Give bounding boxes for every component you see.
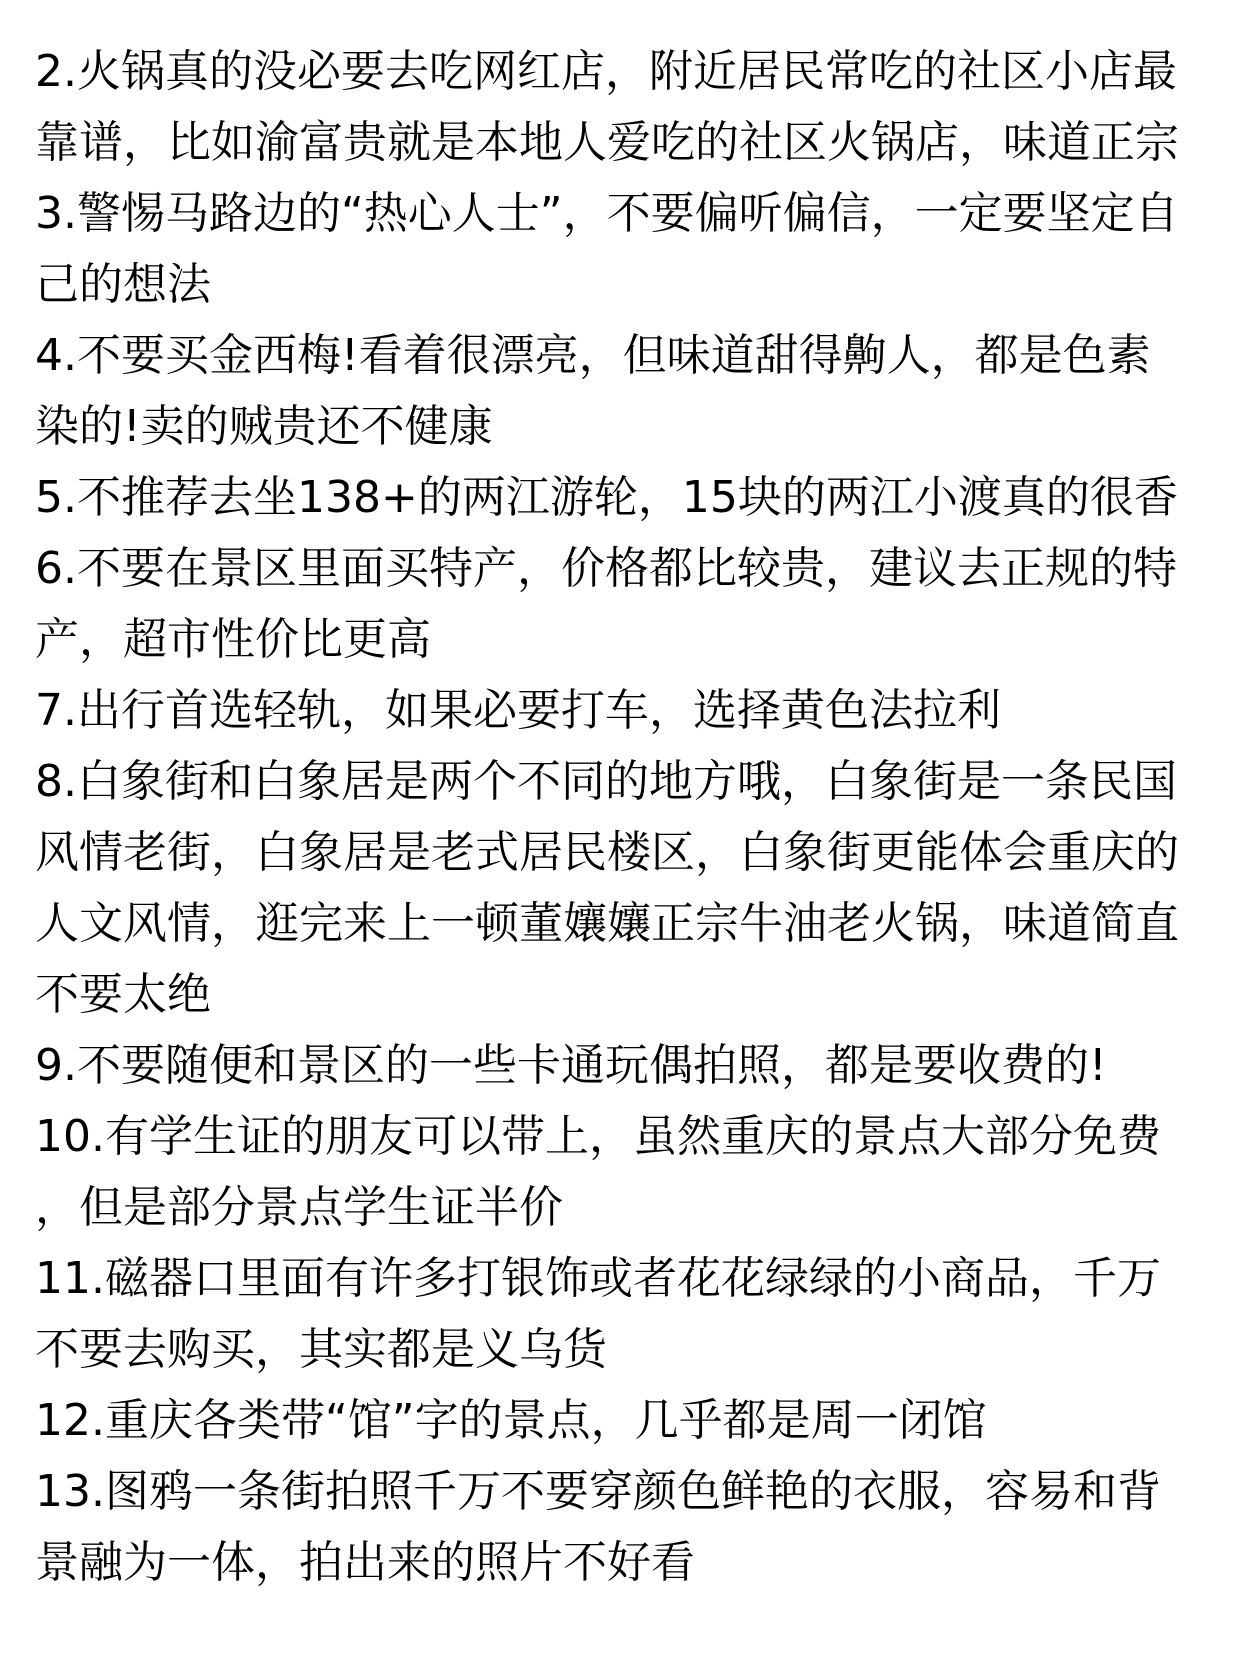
tip-item-13: 13.图鸦一条街拍照千万不要穿颜色鲜艳的衣服，容易和背景融为一体，拍出来的照片不好看 <box>35 1466 1161 1588</box>
tip-item-8: 8.白象街和白象居是两个不同的地方哦，白象街是一条民国风情老街，白象居是老式居民楼区，白象街更能体会重庆的人文风情，逛完来上一顿董孃孃正宗牛油老火锅，味道简直不要太绝 <box>35 756 1179 1020</box>
tip-item-11: 11.磁器口里面有许多打银饰或者花花绿绿的小商品，千万不要去购买，其实都是义乌货 <box>35 1253 1161 1375</box>
tip-item-10: 10.有学生证的朋友可以带上，虽然重庆的景点大部分免费，但是部分景点学生证半价 <box>35 1111 1161 1233</box>
tip-item-5: 5.不推荐去坐138+的两江游轮，15块的两江小渡真的很香 <box>35 472 1178 523</box>
tip-item-6: 6.不要在景区里面买特产，价格都比较贵，建议去正规的特产，超市性价比更高 <box>35 543 1177 665</box>
tip-item-9: 9.不要随便和景区的一些卡通玩偶拍照，都是要收费的! <box>35 1040 1107 1091</box>
tip-item-4: 4.不要买金西梅!看着很漂亮，但味道甜得齁人，都是色素染的!卖的贼贵还不健康 <box>35 330 1151 452</box>
tip-item-2: 2.火锅真的没必要去吃网红店，附近居民常吃的社区小店最靠谱，比如渝富贵就是本地人爱吃的社区火锅店，味道正宗 <box>35 46 1179 168</box>
tip-item-12: 12.重庆各类带“馆”字的景点，几乎都是周一闭馆 <box>35 1395 987 1446</box>
tip-item-3: 3.警惕马路边的“热心人士”，不要偏听偏信，一定要坚定自己的想法 <box>35 188 1179 310</box>
tips-list <box>35 36 1192 1598</box>
tip-item-7: 7.出行首选轻轨，如果必要打车，选择黄色法拉利 <box>35 685 1001 736</box>
